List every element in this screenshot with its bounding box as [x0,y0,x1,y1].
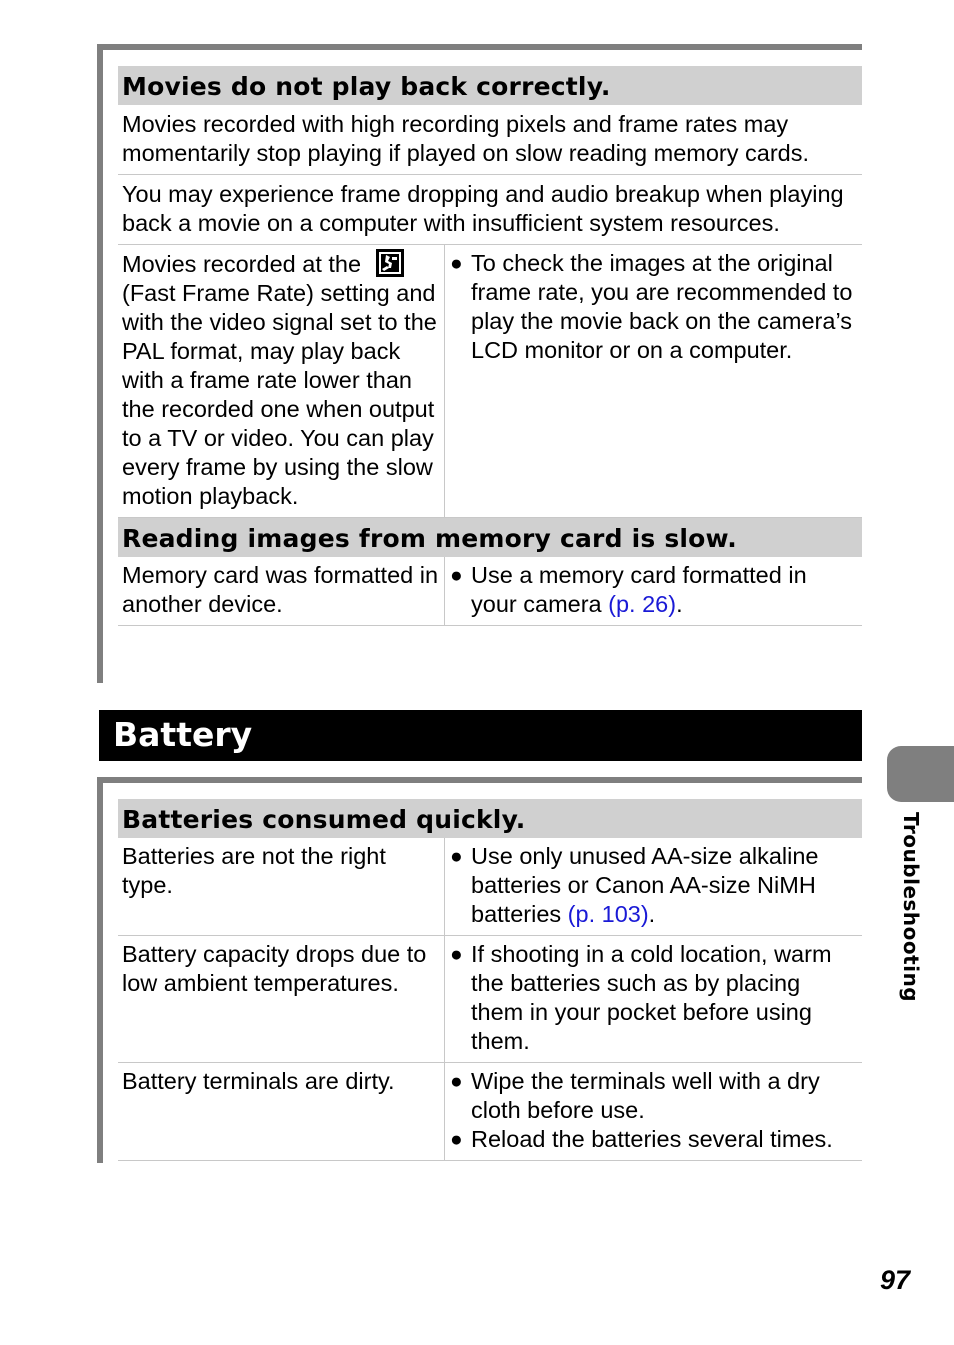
solution-bullet [450,940,858,1056]
movies-paragraph-1: Movies recorded with high recording pixels and frame rates may momentarily stop playing if played on slow reading memory cards. [118,105,862,175]
block-left-border [97,44,103,683]
reading-solution [445,557,862,625]
battery-cause-3: Battery terminals are dirty. [118,1063,445,1160]
battery-solution-1 [445,838,862,935]
page-26-link[interactable]: (p. 26) [608,591,677,617]
movies-paragraph-2: You may experience frame dropping and audio breakup when playing back a movie on a computer with insufficient system resources. [118,175,862,245]
bullet-dot: ● [450,845,463,868]
solution-text: Wipe the terminals well with a dry cloth before use. [471,1068,820,1123]
movies-cause [118,245,445,517]
movies-block [97,44,862,626]
bullet-dot: ● [450,1128,463,1151]
chapter-tab [887,746,954,802]
batteries-heading: Batteries consumed quickly. [118,799,862,838]
bullet-dot: ● [450,943,463,966]
movies-table-row [118,245,862,518]
bullet-dot: ● [450,252,463,275]
solution-text: Reload the batteries several times. [471,1126,833,1152]
battery-title: Battery [113,715,253,754]
battery-table-row-2 [118,936,862,1063]
reading-heading: Reading images from memory card is slow. [118,518,862,557]
reading-table-row [118,557,862,626]
battery-table-row-1 [118,838,862,936]
battery-solution-2 [445,936,862,1062]
movies-cause-text-2: (Fast Frame Rate) setting and with the video signal set to the PAL format, may play back with a frame rate lower than the recorded one when output to a TV or video. You can play every frame by using the slow motion playback. [122,280,437,509]
solution-text: Use only unused AA-size alkaline batteries or Canon AA-size NiMH batteries (p. 103). [471,843,819,927]
solution-bullet [450,1125,858,1154]
movies-heading: Movies do not play back correctly. [118,66,862,105]
solution-bullet [450,561,858,619]
solution-bullet [450,842,858,929]
battery-block [97,777,862,1161]
solution-bullet [450,1067,858,1125]
battery-solution-3 [445,1063,862,1160]
page-103-link[interactable]: (p. 103) [567,901,649,927]
chapter-tab-label: Troubleshooting [899,812,923,1003]
page-number: 97 [880,1265,911,1295]
solution-text: If shooting in a cold location, warm the batteries such as by placing them in your pocket before using them. [471,941,832,1054]
solution-bullet [450,249,858,365]
battery-cause-1: Batteries are not the right type. [118,838,445,935]
fast-frame-rate-icon [376,249,404,277]
movies-cause-text-1: Movies recorded at the [122,251,362,277]
block-left-border [97,777,103,1163]
battery-cause-2: Battery capacity drops due to low ambient temperatures. [118,936,445,1062]
solution-text: To check the images at the original frame rate, you are recommended to play the movie back on the camera’s LCD monitor or on a computer. [471,250,853,363]
movies-solution [445,245,862,517]
bullet-dot: ● [450,564,463,587]
solution-text: Use a memory card formatted in your camera (p. 26). [471,562,807,617]
battery-table-row-3 [118,1063,862,1161]
battery-section-bar [99,710,862,761]
bullet-dot: ● [450,1070,463,1093]
reading-cause: Memory card was formatted in another device. [118,557,445,625]
